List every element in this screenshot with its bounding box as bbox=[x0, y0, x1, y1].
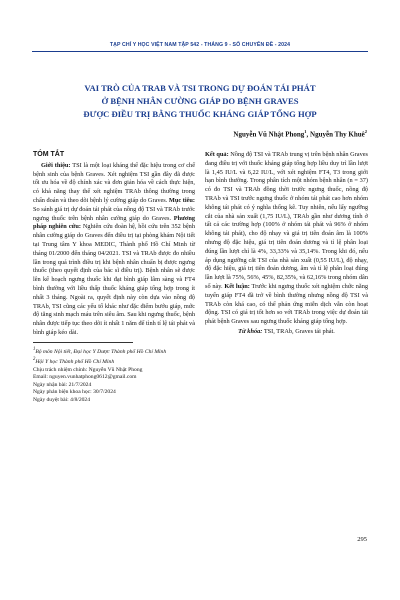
abstract-body-left bbox=[33, 162, 195, 338]
footnotes bbox=[33, 346, 195, 405]
abstract-column-left bbox=[33, 151, 195, 405]
title-line-1: VAI TRÒ CỦA TRAB VÀ TSI TRONG DỰ ĐOÁN TÁI PHÁT bbox=[84, 83, 316, 93]
aim-text: So sánh giá trị dự đoán tái phát của nồng độ TSI và TRAb trước ngưng thuốc trên bệnh nhân cường giáp do Graves. bbox=[33, 205, 195, 222]
keywords-label: Từ khóa: bbox=[238, 327, 263, 335]
title-line-3: ĐƯỢC ĐIỀU TRỊ BẰNG THUỐC KHÁNG GIÁP TỔNG HỢP bbox=[83, 109, 317, 119]
result-label: Kết quả: bbox=[205, 151, 229, 158]
corresponding-author: Chịu trách nhiệm chính: Nguyễn Vũ Nhật Phong bbox=[33, 366, 143, 373]
conclusion-label: Kết luận: bbox=[222, 282, 250, 290]
author-line bbox=[233, 129, 367, 138]
author-separator: , bbox=[306, 130, 311, 139]
title-line-2: Ở BỆNH NHÂN CƯỜNG GIÁP DO BỆNH GRAVES bbox=[101, 96, 299, 106]
author-2: Nguyễn Thy Khuê bbox=[310, 130, 365, 139]
method-text: Nghiên cứu đoàn hệ, hồi cứu trên 352 bệnh nhân cường giáp do Graves đến điều trị tại phòng khám Nội tiết tại Trung tâm Y khoa MEDIC, Thành phố Hồ Chí Minh từ tháng 01/2000 đến tháng 04/2021. TSI và TRAb được đo nhiều lần trong quá trình điều trị khi bệnh nhân chuẩn bị được ngưng thuốc (theo quyết định của bác sĩ điều trị). Bệnh nhân sẽ được lên kế hoạch ngưng thuốc khi đạt bình giáp lâm sàng và FT4 bình thường với liều thấp thuốc kháng giáp tổng hợp trong ít nhất 3 tháng. Ngoài ra, quyết định này còn dựa vào nồng độ TRAb, TSI cũng các yếu tố khác như đặc điểm bướu giáp, mức độ tăng sinh mạch máu trên siêu âm. Sau khi ngưng thuốc, bệnh nhân được tiếp tục theo dõi ít nhất 1 năm để tình tí lệ tái phát và bình giáp kéo dài. bbox=[33, 223, 195, 336]
abstract-column-right bbox=[205, 151, 368, 337]
intro-text: TSI là một loại kháng thể đặc hiệu trong cơ chế bệnh sinh của bệnh Graves. Xét nghiệm TSI gần đây đã được tối ưu hóa về độ chính xác và đơn giản hóa về cách thực hiện, có khả năng thay thế xét nghiệm TRAb thông thường trong chẩn đoán và theo dõi bệnh lý cường giáp do Graves. bbox=[33, 161, 195, 204]
article-title bbox=[44, 82, 356, 121]
intro-label: Giới thiệu: bbox=[41, 161, 71, 169]
running-header: TẠP CHÍ Y HỌC VIỆT NAM TẬP 542 - THÁNG 9 - SỐ CHUYÊN ĐỀ - 2024 bbox=[109, 42, 291, 48]
affiliation-1 bbox=[33, 346, 195, 356]
abstract-body-right bbox=[205, 151, 368, 327]
conclusion-text: Trước khi ngưng thuốc xét nghiệm chức năng tuyến giáp FT4 đã trở về bình thường nhưng nồng độ TSI và TRAb còn khá cao, có thể phản ứng miễn dịch vẫn còn hoạt động. TSI có giá trị tốt hơn so với TRAb trong việc dự đoán tái phát bệnh Graves sau ngưng thuốc kháng giáp tổng hợp. bbox=[205, 282, 368, 326]
header-rule bbox=[32, 51, 368, 52]
method-label: Phương pháp nghiên cứu: bbox=[33, 214, 195, 231]
affiliation-2-text: Hội Y học Thành phố Hồ Chí Minh bbox=[35, 359, 115, 366]
affiliation-2-mark: 2 bbox=[33, 357, 36, 363]
author-1-affil: 1 bbox=[304, 129, 307, 134]
abstract-heading: TÓM TẮT bbox=[33, 151, 65, 158]
date-received: Ngày nhận bài: 21/7/2024 bbox=[33, 381, 92, 388]
keywords-text: TSI, TRAb, Graves tái phát. bbox=[262, 327, 335, 335]
page-number: 295 bbox=[357, 536, 367, 543]
keywords bbox=[205, 328, 368, 337]
author-2-affil: 2 bbox=[364, 129, 367, 134]
affiliation-1-text: Bộ môn Nội tiết, Đại học Y Dược Thành phố Hồ Chí Minh bbox=[35, 348, 167, 355]
aim-label: Mục tiêu: bbox=[167, 196, 195, 204]
author-1: Nguyễn Vũ Nhật Phong bbox=[233, 130, 305, 139]
corresponding-email: Email: nguyen.vunhatphong0612@gmail.com bbox=[33, 374, 137, 381]
affiliation-1-mark: 1 bbox=[33, 346, 36, 352]
date-accepted: Ngày duyệt bài: 4/8/2024 bbox=[33, 397, 91, 404]
result-text: Nồng độ TSI và TRAb trung vị trên bệnh nhân Graves đang điều trị với thuốc kháng giáp tổng hợp liều duy trì lần lượt là 1,45 IU/L và 6,22 IU/L, với xét nghiệm FT4, T3 trong giới hạn bình thường. Trong phân tích một nhóm bệnh nhân (n = 37) có đo TSI và TRAb đồng thời trước ngưng thuốc, nồng độ TRAb và TSI trước ngưng thuốc ở nhóm tái phát cao hơn nhóm không tái phát có ý nghĩa thống kê. Tuy nhiên, nếu lấy ngưỡng cắt của nhà sản xuất (1,75 IU/L), TRAb gần như dương tính ở tất cả các trường hợp (100% ở nhóm tái phát và 96% ở nhóm không tái phát), cho độ nhạy và giá trị tiên đoán âm là 100% nhưng độ đặc hiệu, giá trị tiên đoán dương và tỉ lệ phân loại đúng lần lượt chỉ là 4%, 33,33% và 35,14%. Trong khi đó, nếu áp dụng ngưỡng cắt TSI của nhà sản xuất (0,55 IU/L), độ nhạy, độ đặc hiệu, giá trị tiên đoán dương, âm và tỉ lệ phân loại đúng lần lượt là 75%, 56%, 45%, 82,35%, và 62,16% trong nhóm dân số này. bbox=[205, 151, 368, 290]
affiliation-2 bbox=[33, 356, 195, 366]
date-reviewed: Ngày phản biện khoa học: 30/7/2024 bbox=[33, 389, 116, 396]
